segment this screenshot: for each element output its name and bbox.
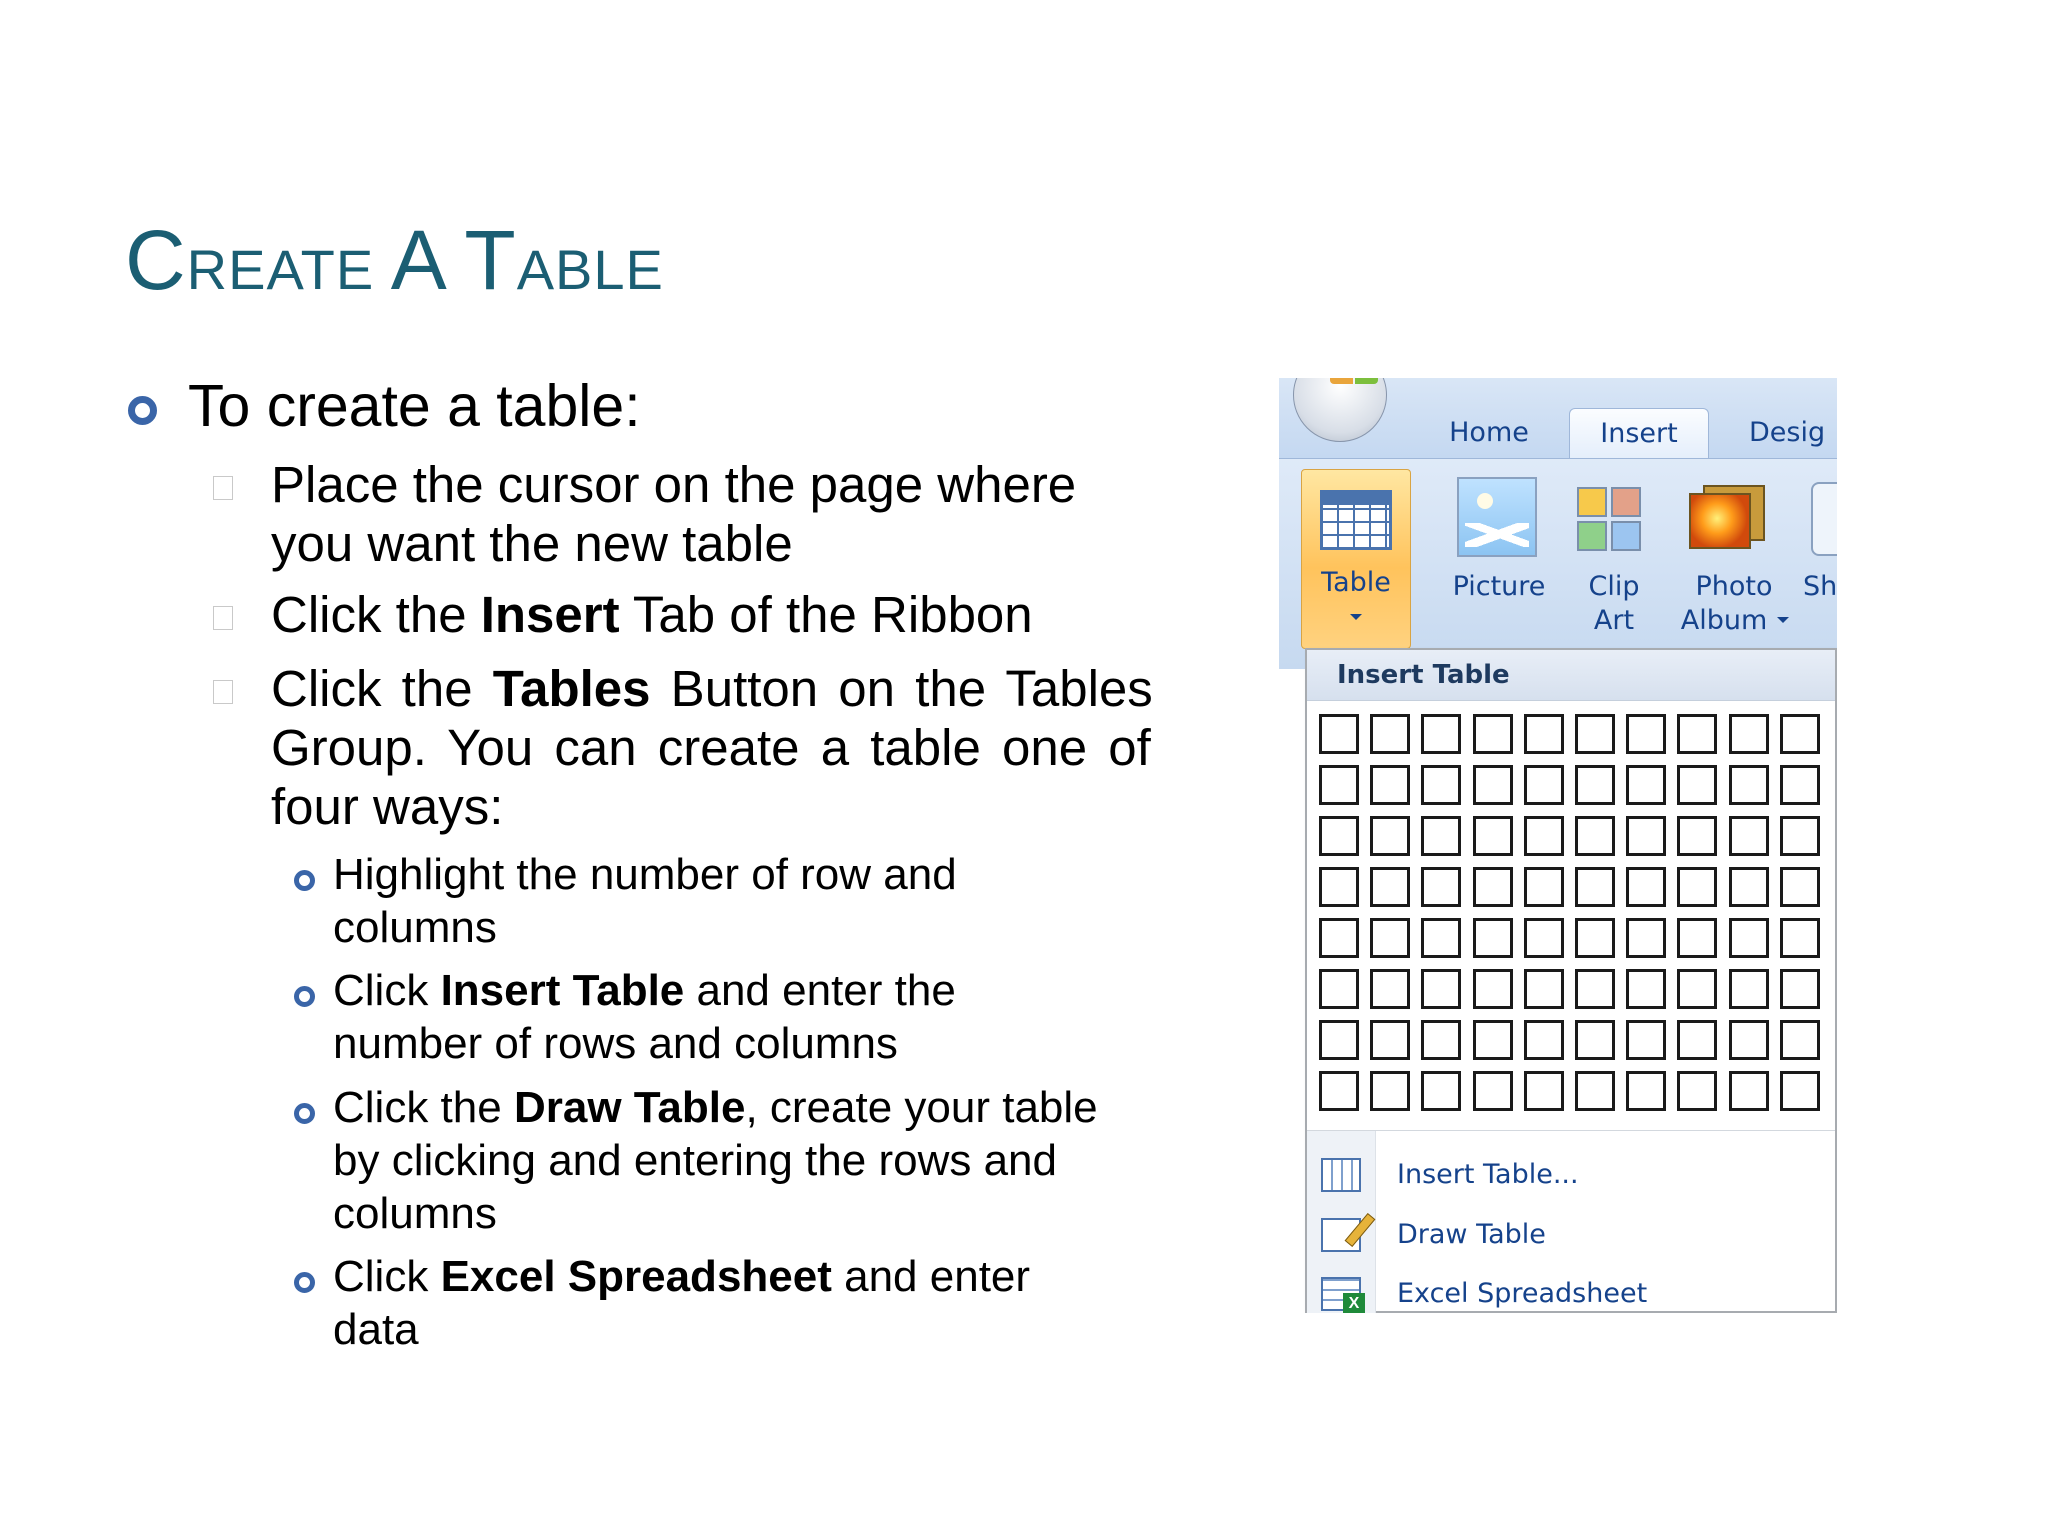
subbullet-excel-line2: data — [333, 1305, 419, 1354]
grid-cell[interactable] — [1319, 918, 1359, 958]
text-bold-insert: Insert — [480, 586, 620, 643]
grid-cell[interactable] — [1575, 1071, 1615, 1111]
subbullet-draw-table-line3: columns — [333, 1189, 497, 1238]
text-post: and enter — [831, 1252, 1031, 1301]
square-bullet-icon — [213, 476, 233, 500]
grid-cell[interactable] — [1575, 816, 1615, 856]
text-pre: Click the — [271, 586, 481, 643]
grid-cell[interactable] — [1575, 765, 1615, 805]
grid-cell[interactable] — [1319, 765, 1359, 805]
grid-cell[interactable] — [1729, 816, 1769, 856]
grid-cell[interactable] — [1473, 1020, 1513, 1060]
grid-cell[interactable] — [1319, 1020, 1359, 1060]
ribbon-tab-bar — [1279, 378, 1837, 458]
slide-title — [125, 212, 664, 318]
grid-cell[interactable] — [1677, 1071, 1717, 1111]
text-post: Tab of the Ribbon — [619, 586, 1033, 643]
grid-cell[interactable] — [1421, 918, 1461, 958]
grid-cell[interactable] — [1626, 969, 1666, 1009]
subbullet-insert-table-line1 — [333, 964, 956, 1017]
grid-cell[interactable] — [1473, 867, 1513, 907]
grid-cell[interactable] — [1473, 1071, 1513, 1111]
ribbon-screenshot — [1279, 378, 1837, 1313]
tab-home: Home — [1449, 417, 1529, 448]
subbullet-draw-table-line1 — [333, 1081, 1098, 1134]
chevron-down-icon — [1777, 617, 1789, 623]
clip-art-icon — [1573, 483, 1643, 553]
office-button-icon — [1293, 378, 1387, 442]
grid-cell[interactable] — [1780, 918, 1820, 958]
grid-cell[interactable] — [1370, 1020, 1410, 1060]
ring-bullet-icon — [294, 1103, 315, 1124]
grid-cell[interactable] — [1473, 918, 1513, 958]
grid-cell[interactable] — [1729, 918, 1769, 958]
draw-table-icon — [1321, 1218, 1361, 1252]
grid-cell[interactable] — [1370, 714, 1410, 754]
insert-table-dropdown — [1305, 648, 1837, 1313]
grid-cell[interactable] — [1729, 1020, 1769, 1060]
grid-cell[interactable] — [1473, 765, 1513, 805]
grid-cell[interactable] — [1524, 816, 1564, 856]
shapes-button-label: Sh — [1803, 571, 1837, 602]
grid-cell[interactable] — [1780, 816, 1820, 856]
bullet-place-cursor-line2: you want the new table — [271, 515, 793, 572]
grid-cell[interactable] — [1626, 714, 1666, 754]
grid-cell[interactable] — [1473, 816, 1513, 856]
bullet-tables-button-line2: Group. You can create a table one of — [271, 719, 1151, 776]
grid-cell[interactable] — [1729, 969, 1769, 1009]
grid-cell[interactable] — [1626, 816, 1666, 856]
grid-cell[interactable] — [1370, 816, 1410, 856]
text-pre: Click the — [271, 660, 493, 717]
grid-cell[interactable] — [1780, 1020, 1820, 1060]
grid-cell[interactable] — [1524, 714, 1564, 754]
ring-bullet-icon — [128, 396, 157, 425]
table-size-grid[interactable] — [1319, 714, 1831, 1114]
ring-bullet-icon — [294, 986, 315, 1007]
clip-button-label: Clip — [1588, 571, 1640, 602]
dropdown-header — [1307, 650, 1835, 701]
grid-cell[interactable] — [1319, 714, 1359, 754]
text-bold-excel-spreadsheet: Excel Spreadsheet — [440, 1252, 832, 1301]
grid-cell[interactable] — [1780, 1071, 1820, 1111]
grid-cell[interactable] — [1780, 765, 1820, 805]
grid-cell[interactable] — [1370, 765, 1410, 805]
grid-cell[interactable] — [1677, 969, 1717, 1009]
ring-bullet-icon — [294, 1272, 315, 1293]
text-pre: Click — [333, 1252, 441, 1301]
grid-cell[interactable] — [1626, 918, 1666, 958]
grid-cell[interactable] — [1677, 918, 1717, 958]
title-reate: REATE — [186, 238, 391, 301]
art-button-label: Art — [1593, 605, 1635, 636]
grid-cell[interactable] — [1370, 1071, 1410, 1111]
menu-item-excel-spreadsheet[interactable]: Excel Spreadsheet — [1397, 1278, 1648, 1309]
grid-cell[interactable] — [1626, 765, 1666, 805]
bullet-level1: To create a table: — [188, 373, 641, 439]
table-button-label: Table — [1321, 567, 1391, 598]
subbullet-highlight-line1: Highlight the number of row and — [333, 850, 957, 899]
table-button — [1301, 469, 1411, 649]
grid-cell[interactable] — [1370, 969, 1410, 1009]
grid-cell[interactable] — [1421, 1020, 1461, 1060]
dropdown-title: Insert Table — [1337, 660, 1510, 690]
title-space — [448, 238, 465, 301]
bullet-place-cursor-line1: Place the cursor on the page where — [271, 456, 1077, 513]
grid-cell[interactable] — [1729, 714, 1769, 754]
grid-cell[interactable] — [1421, 816, 1461, 856]
grid-cell[interactable] — [1370, 918, 1410, 958]
insert-table-icon — [1321, 1158, 1361, 1192]
tab-design: Desig — [1749, 417, 1826, 448]
chevron-down-icon — [1350, 614, 1362, 620]
text-bold-insert-table: Insert Table — [440, 966, 685, 1015]
grid-cell[interactable] — [1626, 1071, 1666, 1111]
grid-cell[interactable] — [1421, 714, 1461, 754]
text-pre: Click the — [333, 1083, 514, 1132]
photo-button-label: Photo — [1695, 571, 1773, 602]
grid-cell[interactable] — [1524, 1071, 1564, 1111]
grid-cell[interactable] — [1370, 867, 1410, 907]
grid-cell[interactable] — [1677, 867, 1717, 907]
grid-cell[interactable] — [1677, 816, 1717, 856]
grid-cell[interactable] — [1319, 1071, 1359, 1111]
grid-cell[interactable] — [1780, 969, 1820, 1009]
menu-separator — [1307, 1130, 1835, 1131]
grid-cell[interactable] — [1780, 867, 1820, 907]
grid-cell[interactable] — [1780, 714, 1820, 754]
subbullet-draw-table-line2: by clicking and entering the rows and — [333, 1136, 1057, 1185]
text-pre: Click — [333, 966, 441, 1015]
grid-cell[interactable] — [1421, 969, 1461, 1009]
text-post: , create your table — [745, 1083, 1098, 1132]
title-initial-t: T — [464, 213, 517, 307]
grid-cell[interactable] — [1421, 1071, 1461, 1111]
grid-cell[interactable] — [1626, 867, 1666, 907]
title-able: ABLE — [516, 238, 664, 301]
table-icon — [1320, 490, 1392, 550]
title-a: A — [390, 213, 448, 307]
text-bold-tables: Tables — [492, 660, 651, 717]
grid-cell[interactable] — [1319, 867, 1359, 907]
grid-cell[interactable] — [1319, 816, 1359, 856]
grid-cell[interactable] — [1677, 1020, 1717, 1060]
subbullet-insert-table-line2: number of rows and columns — [333, 1019, 898, 1068]
grid-cell[interactable] — [1575, 867, 1615, 907]
grid-cell[interactable] — [1421, 765, 1461, 805]
bullet-tables-button-line1 — [271, 659, 1153, 718]
grid-cell[interactable] — [1473, 969, 1513, 1009]
square-bullet-icon — [213, 680, 233, 704]
text-bold-draw-table: Draw Table — [513, 1083, 746, 1132]
subbullet-highlight-line2: columns — [333, 903, 497, 952]
menu-item-insert-table[interactable]: Insert Table... — [1397, 1159, 1579, 1190]
picture-icon — [1457, 477, 1537, 557]
title-initial-c: C — [125, 213, 187, 307]
grid-cell[interactable] — [1575, 714, 1615, 754]
picture-button-label: Picture — [1452, 571, 1546, 602]
office-logo-icon — [1330, 378, 1378, 384]
menu-item-draw-table[interactable]: Draw Table — [1397, 1219, 1546, 1250]
text-post: and enter the — [684, 966, 956, 1015]
bullet-insert-tab — [271, 585, 1033, 644]
grid-cell[interactable] — [1677, 714, 1717, 754]
grid-cell[interactable] — [1677, 765, 1717, 805]
grid-cell[interactable] — [1524, 867, 1564, 907]
bullet-tables-button-line3: four ways: — [271, 778, 504, 835]
grid-cell[interactable] — [1319, 969, 1359, 1009]
grid-cell[interactable] — [1524, 918, 1564, 958]
square-bullet-icon — [213, 606, 233, 630]
shapes-icon — [1811, 482, 1837, 556]
subbullet-excel-line1 — [333, 1250, 1030, 1303]
grid-cell[interactable] — [1524, 969, 1564, 1009]
grid-cell[interactable] — [1575, 969, 1615, 1009]
grid-cell[interactable] — [1575, 918, 1615, 958]
grid-cell[interactable] — [1729, 765, 1769, 805]
grid-cell[interactable] — [1626, 1020, 1666, 1060]
text-post: Button on the Tables — [650, 660, 1153, 717]
album-button-label: Album — [1680, 605, 1768, 636]
grid-cell[interactable] — [1524, 1020, 1564, 1060]
grid-cell[interactable] — [1575, 1020, 1615, 1060]
grid-cell[interactable] — [1473, 714, 1513, 754]
grid-cell[interactable] — [1524, 765, 1564, 805]
excel-spreadsheet-icon — [1321, 1277, 1361, 1311]
grid-cell[interactable] — [1729, 1071, 1769, 1111]
grid-cell[interactable] — [1421, 867, 1461, 907]
photo-album-icon — [1689, 479, 1767, 551]
grid-cell[interactable] — [1729, 867, 1769, 907]
tab-insert: Insert — [1569, 408, 1709, 459]
ring-bullet-icon — [294, 870, 315, 891]
